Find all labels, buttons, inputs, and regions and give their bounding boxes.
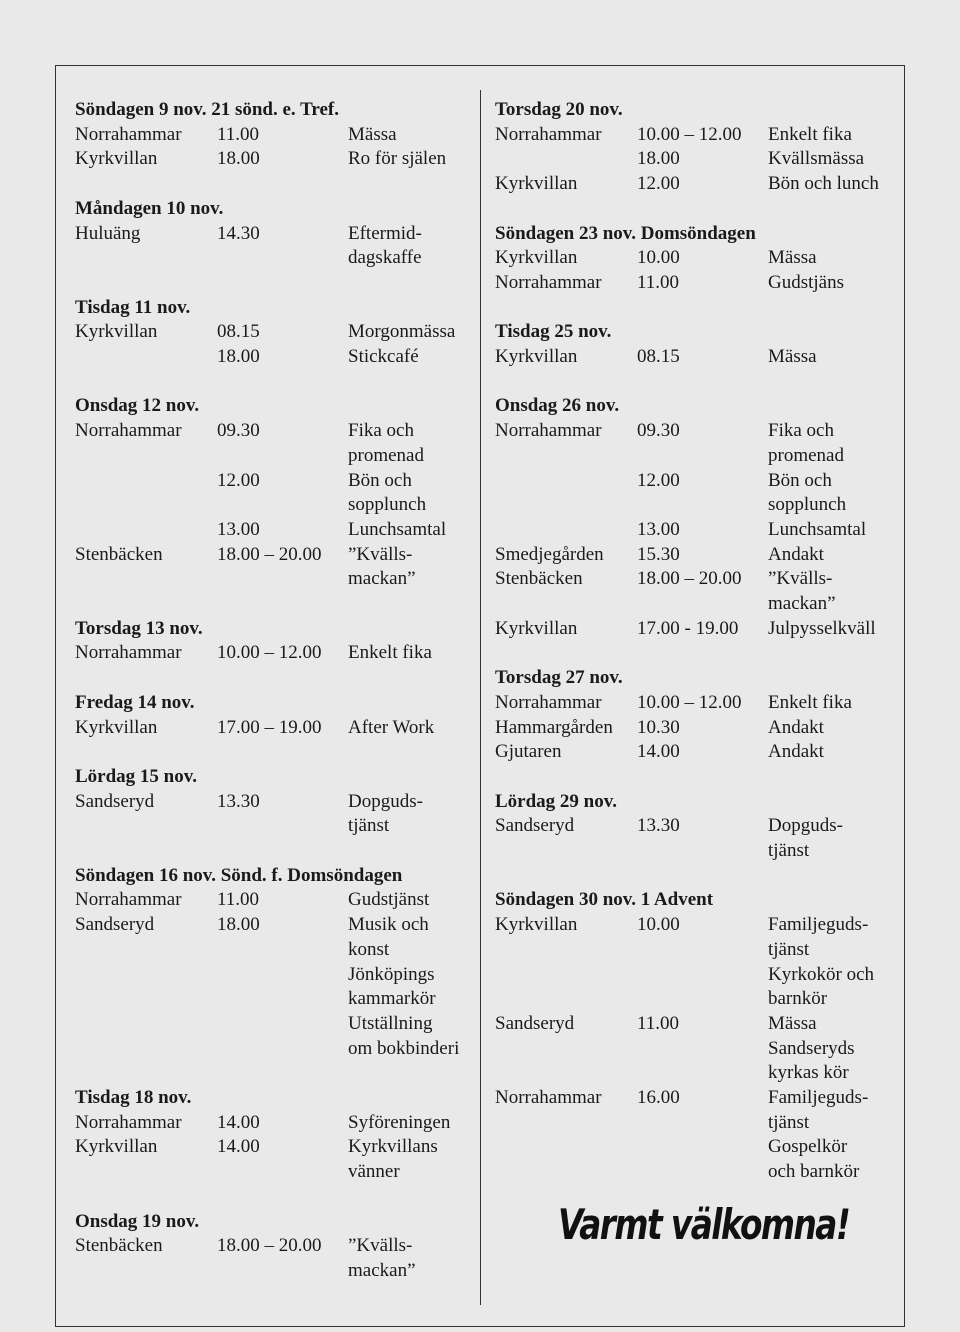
event-desc: Bön och sopplunch [348,469,427,516]
day-section [495,394,895,641]
event-desc: Andakt [768,543,824,565]
event-row [75,1135,475,1184]
event-time: 12.00 [217,469,260,491]
event-place [495,469,637,518]
event-desc: Enkelt fika [768,691,852,713]
event-time: 10.00 [637,914,680,936]
event-time: 10.00 – 12.00 [637,123,742,145]
event-place: Smedjegården [495,543,604,565]
event-row [75,123,475,148]
event-row [495,518,895,543]
event-desc: Fika och promenad [768,420,844,466]
event-time: 09.30 [637,420,680,442]
event-row [75,518,475,543]
day-section [495,98,895,197]
event-desc: Musik och konst Jönköpings kammarkör Utställning om bokbinderi [348,914,460,1059]
event-time: 18.00 – 20.00 [637,568,742,590]
event-time: 18.00 [217,148,260,170]
event-time: 08.15 [637,346,680,367]
event-place: Norrahammar [75,889,182,911]
day-section [495,790,895,864]
event-desc: Bön och sopplunch [768,469,847,516]
event-time: 18.00 [637,148,680,170]
event-desc: Andakt [768,716,824,738]
event-row [495,814,895,863]
event-place: Norrahammar [75,1111,182,1133]
event-row [75,320,475,345]
event-place: Kyrkvillan [495,914,578,936]
event-time: 11.00 [637,1012,680,1034]
day-title: Torsdag 13 nov. [75,617,203,639]
event-row [495,1086,895,1185]
event-row [75,1111,475,1136]
event-desc: Bön och lunch [768,173,879,195]
event-place: Stenbäcken [495,568,583,590]
event-place: Stenbäcken [75,1235,163,1257]
day-title: Fredag 14 nov. [75,691,195,713]
event-place: Sandseryd [495,815,575,837]
event-place: Kyrkvillan [495,173,578,195]
event-place [75,518,217,543]
event-row [75,913,475,1061]
event-desc: Morgonmässa [348,321,456,343]
event-place: Sandseryd [495,1012,575,1034]
event-time: 11.00 [217,123,260,145]
event-row [495,567,895,616]
event-time: 11.00 [217,889,260,911]
event-row [495,246,895,271]
event-place: Kyrkvillan [75,321,158,343]
day-section [75,1210,475,1284]
event-desc: Dopguds- tjänst [768,815,843,862]
day-title: Söndagen 23 nov. Domsöndagen [495,222,756,244]
event-place: Norrahammar [75,420,182,442]
event-row [495,740,895,765]
day-title: Onsdag 19 nov. [75,1210,200,1232]
event-row [495,617,895,642]
event-place: Stenbäcken [75,543,163,565]
event-row [75,888,475,913]
event-place: Hammargården [495,716,613,738]
event-time: 13.00 [217,518,260,540]
right-column [495,98,895,1210]
event-desc: Mässa [768,247,817,269]
event-place: Norrahammar [495,271,602,293]
event-place: Norrahammar [75,123,182,145]
day-title: Torsdag 27 nov. [495,667,623,689]
event-time: 08.15 [217,321,260,343]
event-row [75,1234,475,1283]
event-desc: After Work [348,716,435,738]
event-desc: Kvällsmässa [768,148,865,170]
event-row [75,716,475,741]
event-desc: ”Kvälls- mackan” [768,568,836,615]
day-title: Måndagen 10 nov. [75,197,224,219]
event-time: 17.00 – 19.00 [217,716,322,738]
event-desc: Enkelt fika [348,642,432,664]
event-row [75,790,475,839]
event-row [75,641,475,666]
day-section [75,98,475,172]
welcome-message: Varmt välkomna! [558,1200,850,1249]
event-row [75,469,475,518]
event-time: 10.30 [637,716,680,738]
day-section [495,320,895,369]
event-time: 18.00 – 20.00 [217,543,322,565]
event-desc: Gudstjäns [768,271,844,293]
day-title: Onsdag 26 nov. [495,395,620,417]
event-desc: Julpysselkväll [768,617,876,639]
event-row [495,1012,895,1086]
event-place [75,469,217,518]
event-desc: Mässa [768,346,817,367]
day-section [495,888,895,1184]
left-column [75,98,475,1308]
event-row [495,469,895,518]
day-title: Torsdag 20 nov. [495,99,623,120]
event-desc: Kyrkvillans vänner [348,1136,438,1183]
event-time: 13.30 [637,815,680,837]
event-desc: Enkelt fika [768,123,852,145]
event-place: Kyrkvillan [495,617,578,639]
event-row [495,716,895,741]
event-time: 12.00 [637,469,680,491]
event-place [495,147,637,172]
event-time: 13.00 [637,518,680,540]
event-place [495,518,637,543]
event-time: 12.00 [637,173,680,195]
day-title: Lördag 15 nov. [75,765,197,787]
event-time: 10.00 [637,247,680,269]
day-title: Tisdag 11 nov. [75,296,191,318]
event-place: Kyrkvillan [495,247,578,269]
event-time: 10.00 – 12.00 [637,691,742,713]
event-time: 14.00 [637,741,680,763]
event-desc: Lunchsamtal [768,518,867,540]
event-row [75,419,475,468]
event-row [495,172,895,197]
event-row [75,345,475,370]
event-desc: Dopguds- tjänst [348,790,423,837]
day-section [75,1086,475,1185]
event-desc: Mässa Sandseryds kyrkas kör [768,1012,855,1084]
event-place [75,345,217,370]
event-row [495,147,895,172]
day-section [75,394,475,592]
event-place: Kyrkvillan [75,1136,158,1158]
event-time: 10.00 – 12.00 [217,642,322,664]
event-time: 13.30 [217,790,260,812]
event-place: Norrahammar [495,1087,602,1109]
day-section [75,296,475,370]
event-row [495,123,895,148]
day-title: Söndagen 30 nov. 1 Advent [495,889,714,911]
day-section [75,197,475,271]
event-time: 11.00 [637,271,680,293]
event-time: 17.00 - 19.00 [637,617,739,639]
day-title: Tisdag 18 nov. [75,1087,192,1108]
event-desc: Mässa [348,123,397,145]
day-title: Tisdag 25 nov. [495,321,612,343]
event-place: Sandseryd [75,790,155,812]
event-row [495,913,895,1012]
day-section [75,864,475,1062]
event-place: Norrahammar [495,420,602,442]
event-row [495,419,895,468]
day-title: Söndagen 16 nov. Sönd. f. Domsöndagen [75,864,403,886]
event-time: 14.00 [217,1136,260,1158]
day-section [75,765,475,839]
event-time: 14.30 [217,222,260,244]
event-row [75,222,475,271]
day-section [495,666,895,765]
day-section [75,691,475,740]
event-time: 15.30 [637,543,680,565]
event-row [495,271,895,296]
event-row [75,543,475,592]
event-desc: Familjeguds- tjänst Kyrkokör och barnkör [768,914,875,1010]
event-time: 09.30 [217,420,260,442]
event-row [495,691,895,716]
event-place: Norrahammar [75,642,182,664]
day-title: Lördag 29 nov. [495,790,617,812]
day-title: Söndagen 9 nov. 21 sönd. e. Tref. [75,99,339,120]
event-row [495,543,895,568]
event-time: 18.00 – 20.00 [217,1235,322,1257]
event-place: Norrahammar [495,691,602,713]
day-section [495,222,895,296]
event-place: Kyrkvillan [495,346,578,367]
event-place: Sandseryd [75,914,155,936]
event-desc: Syföreningen [348,1111,451,1133]
event-desc: Fika och promenad [348,420,424,466]
day-section [75,617,475,666]
event-time: 14.00 [217,1111,260,1133]
event-time: 18.00 [217,346,260,367]
event-time: 16.00 [637,1087,680,1109]
event-desc: ”Kvälls- mackan” [348,543,416,590]
event-desc: Lunchsamtal [348,518,447,540]
event-desc: Gudstjänst [348,889,430,911]
day-title: Onsdag 12 nov. [75,395,200,417]
event-place: Norrahammar [495,123,602,145]
event-desc: ”Kvälls- mackan” [348,1235,416,1281]
column-divider [480,90,481,1305]
event-place: Gjutaren [495,741,562,763]
event-row [75,147,475,172]
event-desc: Eftermid- dagskaffe [348,222,422,269]
event-time: 18.00 [217,914,260,936]
event-desc: Stickcafé [348,346,419,367]
event-desc: Ro för själen [348,148,447,170]
event-desc: Familjeguds- tjänst Gospelkör och barnkör [768,1087,869,1183]
event-place: Huluäng [75,222,141,244]
event-row [495,345,895,370]
event-desc: Andakt [768,741,824,763]
event-place: Kyrkvillan [75,716,158,738]
event-place: Kyrkvillan [75,148,158,170]
